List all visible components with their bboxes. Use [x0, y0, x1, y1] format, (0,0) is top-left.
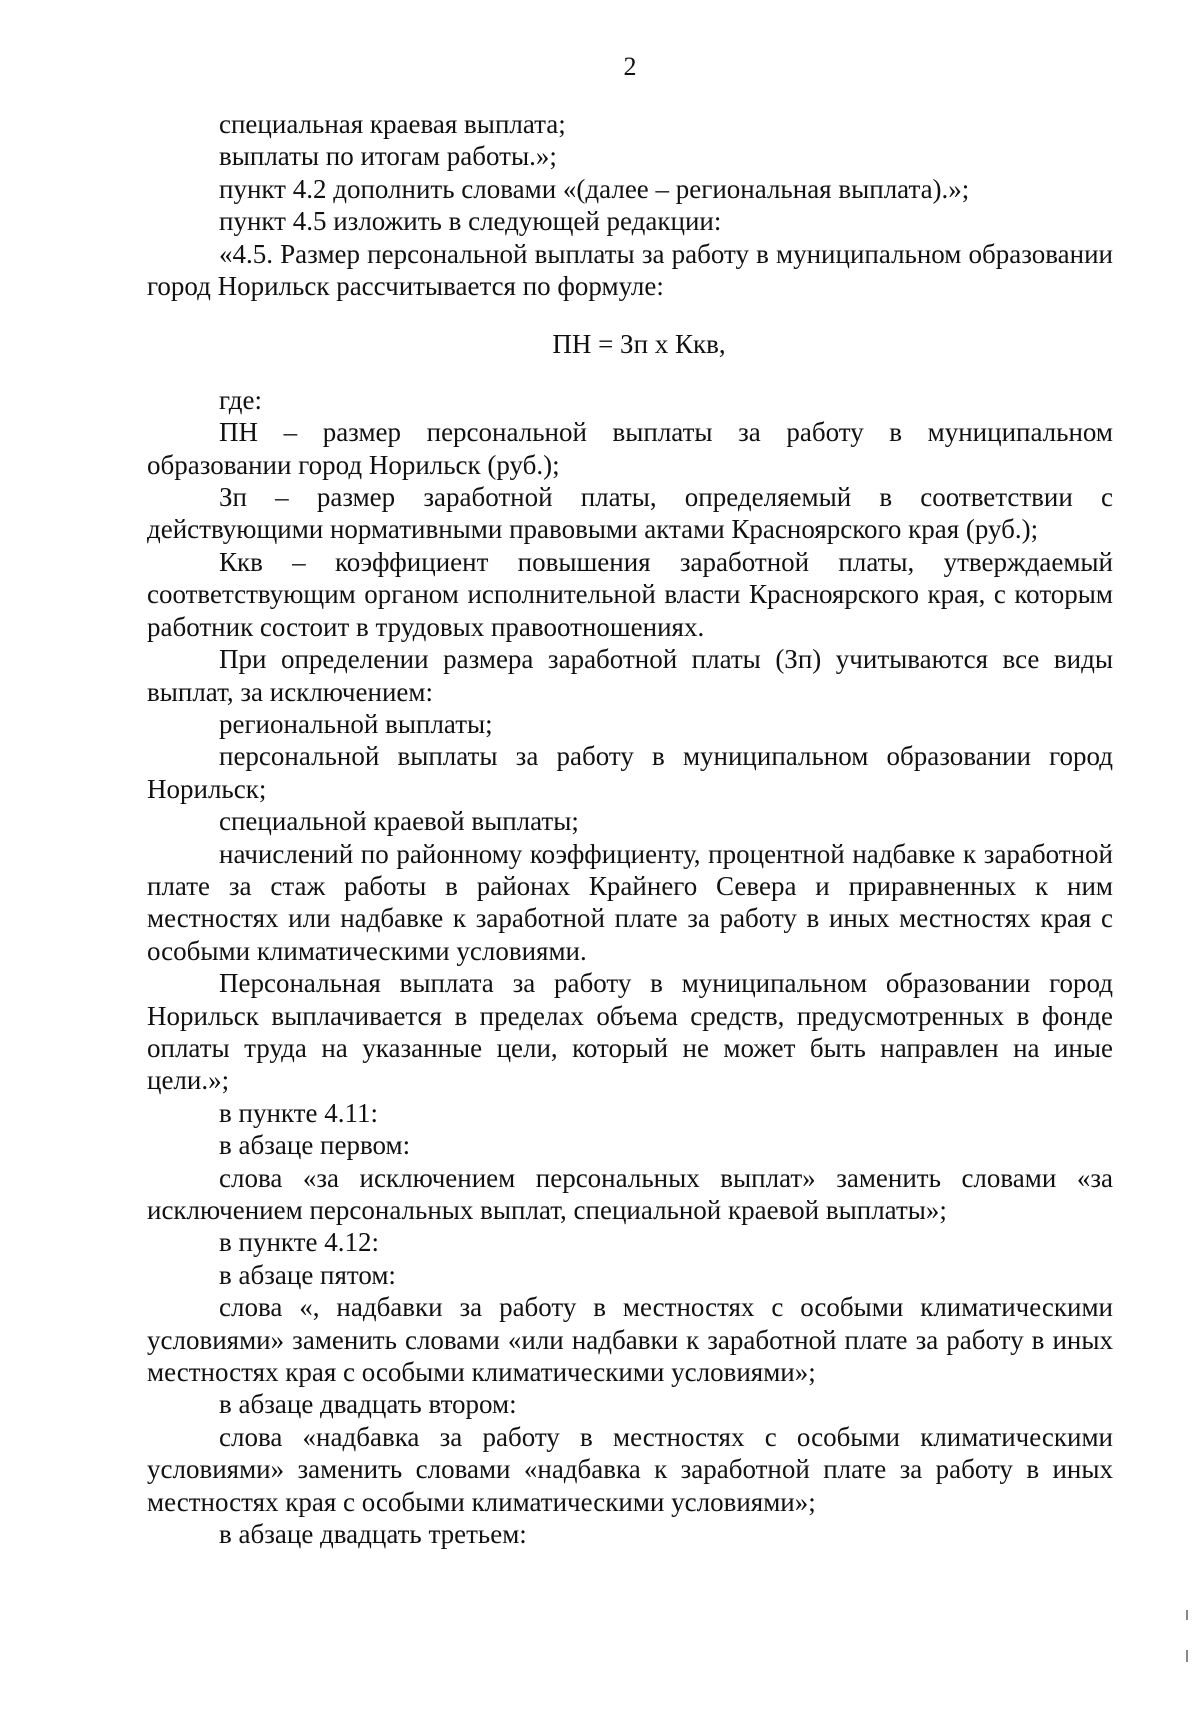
paragraph: слова «, надбавки за работу в местностях с особыми климатическими условиями» заменить словами «или надбавки к заработной плате за работу в иных местностях края с особыми климатическими условиями»;	[147, 1292, 1113, 1388]
definition-kkv: Ккв – коэффициент повышения заработной платы, утверждаемый соответствующим органом исполнительной власти Красноярского края, с которым работник состоит в трудовых правоотношениях.	[147, 546, 1113, 642]
paragraph: Персональная выплата за работу в муниципальном образовании город Норильск выплачивается в пределах объема средств, предусмотренных в фонде оплаты труда на указанные цели, который не может быть направлен на иные цели.»;	[147, 968, 1113, 1096]
definition-pn: ПН – размер персональной выплаты за работу в муниципальном образовании город Норильск (руб.);	[147, 417, 1113, 480]
list-item: персональной выплаты за работу в муниципальном образовании город Норильск;	[147, 741, 1113, 804]
list-item: начислений по районному коэффициенту, процентной надбавке к заработной плате за стаж работы в районах Крайнего Севера и приравненных к ним местностях или надбавке к заработной плате за работу в иных местностях края с особыми климатическими условиями.	[147, 838, 1113, 966]
paragraph: в пункте 4.11:	[219, 1097, 378, 1128]
paragraph: слова «за исключением персональных выплат» заменить словами «за исключением персональных выплат, специальной краевой выплаты»;	[147, 1162, 1113, 1225]
page-number: 2	[623, 52, 637, 81]
paragraph: в абзаце двадцать втором:	[219, 1389, 517, 1420]
paragraph: пункт 4.2 дополнить словами «(далее – региональная выплата).»;	[219, 173, 970, 204]
paragraph: в абзаце первом:	[219, 1130, 411, 1161]
scan-artifact	[1186, 1650, 1188, 1662]
paragraph: пункт 4.5 изложить в следующей редакции:	[219, 206, 722, 237]
scan-artifact	[1186, 1610, 1188, 1620]
paragraph: слова «надбавка за работу в местностях с особыми климатическими условиями» заменить словами «надбавка к заработной плате за работу в иных местностях края с особыми климатическими условиями»;	[147, 1421, 1113, 1517]
paragraph: выплаты по итогам работы.»;	[219, 141, 557, 172]
definition-zp: Зп – размер заработной платы, определяемый в соответствии с действующими нормативными правовыми актами Красноярского края (руб.);	[147, 482, 1113, 545]
paragraph: в пункте 4.12:	[219, 1227, 379, 1258]
paragraph: в абзаце пятом:	[219, 1259, 396, 1290]
list-item: региональной выплаты;	[219, 708, 493, 739]
paragraph: где:	[219, 384, 262, 415]
list-item: специальной краевой выплаты;	[219, 806, 579, 837]
paragraph: При определении размера заработной платы (Зп) учитываются все виды выплат, за исключением:	[147, 644, 1113, 707]
formula: ПН = Зп х Ккв,	[552, 329, 726, 360]
paragraph: специальная краевая выплата;	[219, 109, 566, 139]
paragraph: «4.5. Размер персональной выплаты за работу в муниципальном образовании город Норильск рассчитывается по формуле:	[147, 238, 1113, 302]
paragraph: в абзаце двадцать третьем:	[219, 1519, 527, 1550]
document-body	[147, 108, 1113, 1550]
